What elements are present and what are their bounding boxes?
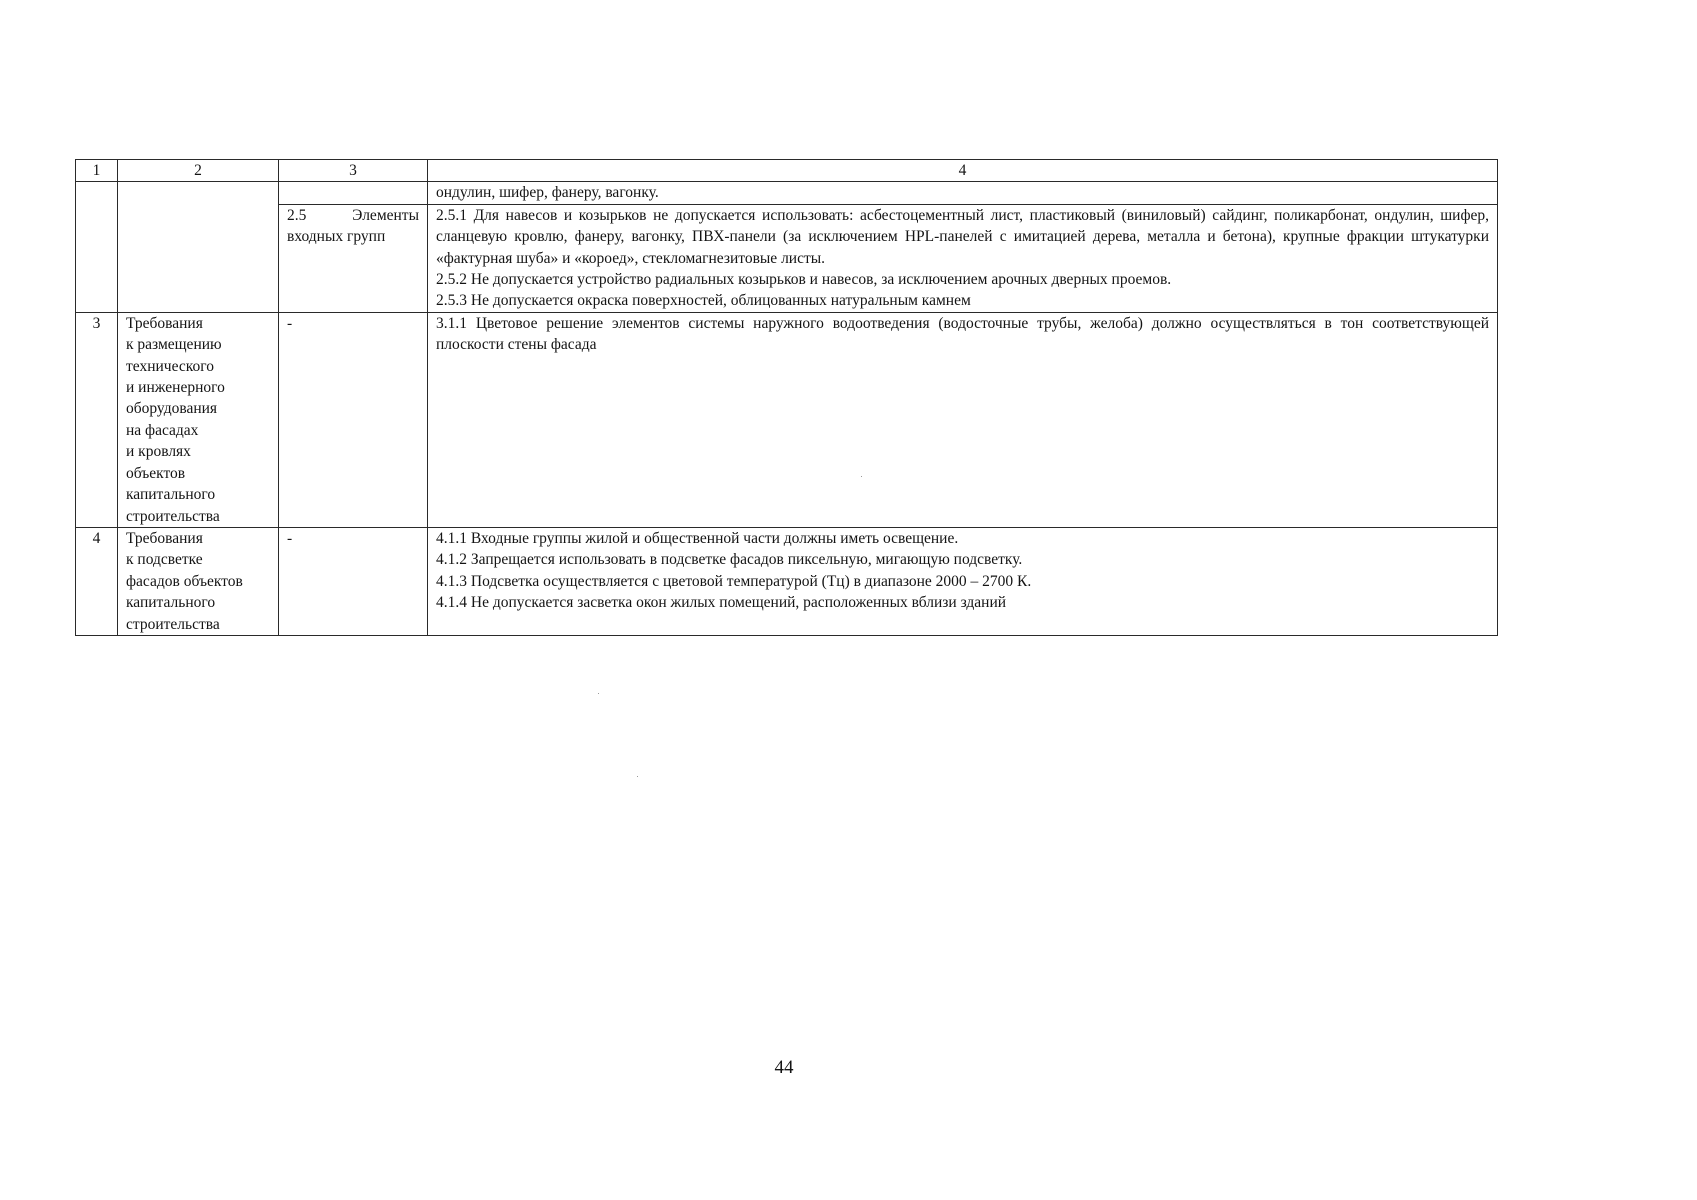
content-cell: [428, 182, 1498, 204]
scan-speck: [598, 693, 599, 694]
continued-text: ондулин, шифер, фанеру, вагонку.: [436, 184, 659, 202]
content-cell: [428, 527, 1498, 635]
table-header-row: [76, 160, 1498, 182]
content-cell: [428, 312, 1498, 527]
section-title-line: технического: [126, 357, 214, 375]
header-cell: 2: [118, 160, 279, 182]
section-title-line: фасадов объектов: [126, 572, 243, 590]
section-title-line: строительства: [126, 507, 220, 525]
subsection-cell: [279, 204, 428, 312]
requirement-item: 4.1.3 Подсветка осуществляется с цветовой температурой (Тц) в диапазоне 2000 – 2700 К.: [436, 572, 1032, 590]
scan-speck: [861, 476, 862, 477]
section-title-line: к подсветке: [126, 551, 203, 569]
requirement-item: 2.5.1 Для навесов и козырьков не допускается использовать: асбестоцементный лист, пластиковый (виниловый) сайдинг, поликарбонат, ондулин, шифер, сланцевую кровлю, фанеру, вагонку, ПВХ-панели (за исключением HPL-панелей с имитацией дерева, металла и бетона), крупные фракции штукатурки «фактурная шуба» и «короед», стекломагнезитовые листы.: [436, 206, 1489, 267]
subsection-number: 2.5: [287, 206, 307, 224]
requirement-item: 4.1.1 Входные группы жилой и общественной части должны иметь освещение.: [436, 529, 959, 547]
content-cell: [428, 204, 1498, 312]
section-title-line: Требования: [126, 529, 203, 547]
requirement-item: 3.1.1 Цветовое решение элементов системы наружного водоотведения (водосточные трубы, желоба) должно осуществляться в тон соответствующей плоскости стены фасада: [436, 314, 1489, 354]
section-title-cell: [118, 527, 279, 635]
subsection-title: [287, 205, 419, 226]
requirement-item: 2.5.2 Не допускается устройство радиальных козырьков и навесов, за исключением арочных дверных проемов.: [436, 271, 1172, 289]
table-row: [76, 527, 1498, 635]
table-row: [76, 312, 1498, 527]
requirement-item: 2.5.3 Не допускается окраска поверхностей, облицованных натуральным камнем: [436, 292, 971, 310]
row-number-cell: [76, 182, 118, 312]
scan-speck: [637, 776, 638, 777]
table-row: [76, 182, 1498, 204]
section-title-line: оборудования: [126, 400, 218, 418]
header-cell: 1: [76, 160, 118, 182]
row-number-cell: 3: [76, 312, 118, 527]
subsection-cell: -: [279, 527, 428, 635]
subsection-cell: -: [279, 312, 428, 527]
page-number: 44: [774, 1057, 794, 1078]
requirement-item: 4.1.4 Не допускается засветка окон жилых помещений, расположенных вблизи зданий: [436, 594, 1007, 612]
section-title-line: к размещению: [126, 336, 222, 354]
row-number-cell: 4: [76, 527, 118, 635]
section-title-cell: [118, 312, 279, 527]
section-title-line: Требования: [126, 314, 203, 332]
subsection-title-line: входных групп: [287, 228, 386, 246]
requirement-item: 4.1.2 Запрещается использовать в подсветке фасадов пиксельную, мигающую подсветку.: [436, 551, 1023, 569]
requirements-table: [75, 159, 1498, 636]
section-title-line: и кровлях: [126, 443, 191, 461]
subsection-word: Элементы: [352, 206, 419, 224]
section-title-line: на фасадах: [126, 421, 199, 439]
subsection-cell: [279, 182, 428, 204]
section-title-line: капитального: [126, 594, 216, 612]
section-title-line: строительства: [126, 615, 220, 633]
header-cell: 4: [428, 160, 1498, 182]
header-cell: 3: [279, 160, 428, 182]
section-title-cell: [118, 182, 279, 312]
section-title-line: и инженерного: [126, 379, 225, 397]
table-row: [76, 204, 1498, 312]
section-title-line: капитального: [126, 486, 216, 504]
section-title-line: объектов: [126, 464, 186, 482]
